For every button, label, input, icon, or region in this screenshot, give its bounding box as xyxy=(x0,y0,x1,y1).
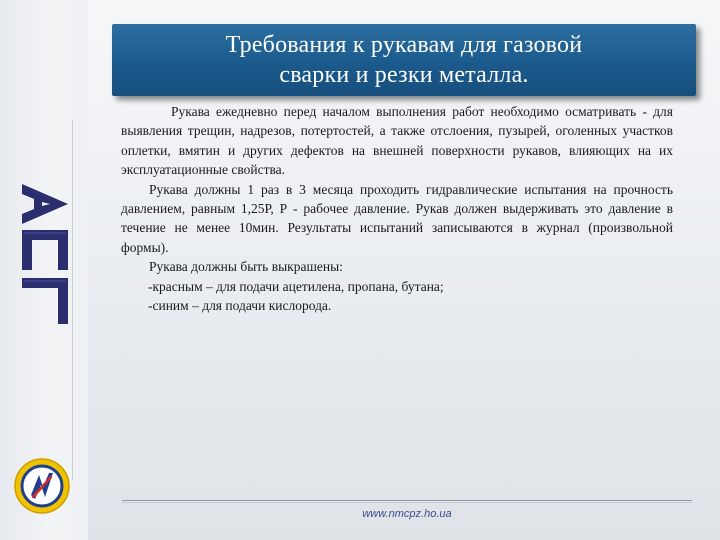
slide-title-banner xyxy=(112,24,696,96)
paragraph-color-intro: Рукава должны быть выкрашены: xyxy=(149,259,343,275)
sidebar-divider xyxy=(72,120,73,480)
slide-title-line-2: сварки и резки металла. xyxy=(279,62,529,88)
paragraph-inspection: Рукава ежедневно перед началом выполнения работ необходимо осматривать - для выявления трещин, надрезов, потертостей, а также отслоения, пузырей, оголенных участков оплетки, вмятин и других дефектов на внешней поверхности рукавов, влияющих на их эксплуатационные свойства. xyxy=(121,104,673,178)
gpa-brand-letters xyxy=(18,178,72,328)
list-item-blue-hose: -синим – для подачи кислорода. xyxy=(148,298,332,314)
footer-divider-secondary xyxy=(122,502,692,503)
sidebar xyxy=(0,0,88,540)
footer-website-link[interactable]: www.nmcpz.ho.ua xyxy=(362,508,452,520)
slide-title-line-1: Требования к рукавам для газовой xyxy=(225,32,583,58)
slide-body xyxy=(121,102,673,315)
paragraph-hydraulic-test: Рукава должны 1 раз в 3 месяца проходить гидравлические испытания на прочность давлением, равным 1,25Р, Р - рабочее давление. Рукав должен выдерживать это давление в течение не менее 10мин. Результаты испытаний записываются в журнал (произвольной формы). xyxy=(121,181,673,255)
company-logo-icon xyxy=(13,457,71,515)
footer-divider xyxy=(122,500,692,501)
list-item-red-hose: -красным – для подачи ацетилена, пропана, бутана; xyxy=(148,278,444,294)
